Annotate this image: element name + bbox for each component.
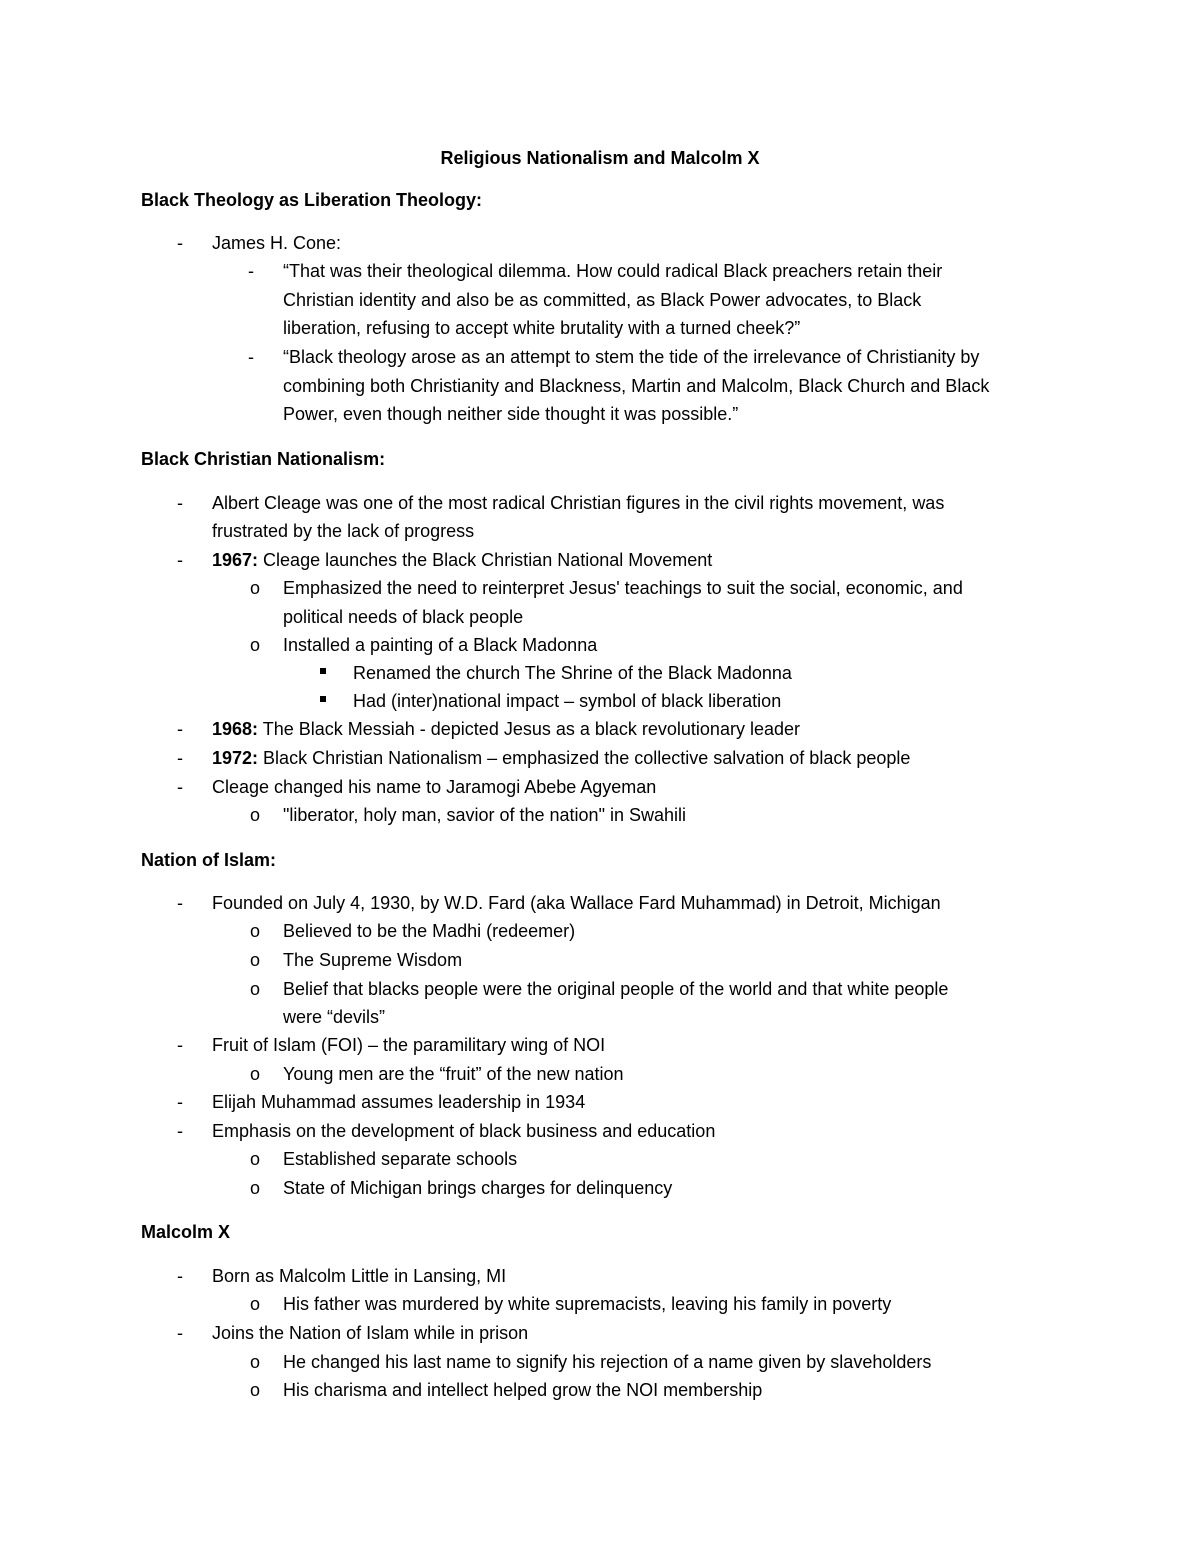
section-heading: Black Theology as Liberation Theology: xyxy=(141,190,483,210)
list-item: Installed a painting of a Black Madonna xyxy=(283,635,598,655)
year-label: 1967: xyxy=(212,550,259,570)
list-item xyxy=(212,744,910,772)
list-item: Belief that blacks people were the original people of the world and that white people xyxy=(283,979,949,999)
section-heading: Malcolm X xyxy=(141,1222,231,1242)
dash-bullet: - xyxy=(177,1323,183,1343)
dash-bullet: - xyxy=(177,493,183,513)
list-item: Joins the Nation of Islam while in prison xyxy=(212,1323,529,1343)
year-label: 1968: xyxy=(212,719,259,739)
dash-bullet: - xyxy=(177,719,183,739)
list-item: Emphasis on the development of black business and education xyxy=(212,1121,716,1141)
list-item: James H. Cone: xyxy=(212,233,342,253)
list-item: Fruit of Islam (FOI) – the paramilitary wing of NOI xyxy=(212,1035,606,1055)
list-item: Young men are the “fruit” of the new nation xyxy=(283,1064,624,1084)
quote-line: “That was their theological dilemma. How could radical Black preachers retain their xyxy=(283,261,943,281)
item-text: The Black Messiah - depicted Jesus as a black revolutionary leader xyxy=(258,719,800,739)
circle-bullet: o xyxy=(250,805,261,825)
circle-bullet: o xyxy=(250,1380,261,1400)
list-item: His charisma and intellect helped grow the NOI membership xyxy=(283,1380,763,1400)
square-bullet xyxy=(320,696,326,702)
list-item: "liberator, holy man, savior of the nation" in Swahili xyxy=(283,805,686,825)
list-item: His father was murdered by white supremacists, leaving his family in poverty xyxy=(283,1294,892,1314)
dash-bullet: - xyxy=(177,777,183,797)
quote-line: Power, even though neither side thought it was possible.” xyxy=(283,404,739,424)
dash-bullet: - xyxy=(177,893,183,913)
dash-bullet: - xyxy=(177,1266,183,1286)
section-heading: Black Christian Nationalism: xyxy=(141,449,386,469)
list-item xyxy=(212,715,800,743)
circle-bullet: o xyxy=(250,979,261,999)
list-item: Emphasized the need to reinterpret Jesus' teachings to suit the social, economic, and xyxy=(283,578,963,598)
circle-bullet: o xyxy=(250,1294,261,1314)
list-item: State of Michigan brings charges for delinquency xyxy=(283,1178,673,1198)
dash-bullet: - xyxy=(248,347,254,367)
section-heading: Nation of Islam: xyxy=(141,850,277,870)
item-text: Cleage launches the Black Christian National Movement xyxy=(258,550,713,570)
list-item: Established separate schools xyxy=(283,1149,518,1169)
list-item: The Supreme Wisdom xyxy=(283,950,463,970)
list-item: Believed to be the Madhi (redeemer) xyxy=(283,921,576,941)
circle-bullet: o xyxy=(250,635,261,655)
square-bullet xyxy=(320,668,326,674)
dash-bullet: - xyxy=(177,1035,183,1055)
list-item: Founded on July 4, 1930, by W.D. Fard (aka Wallace Fard Muhammad) in Detroit, Michigan xyxy=(212,893,941,913)
list-item: He changed his last name to signify his rejection of a name given by slaveholders xyxy=(283,1352,932,1372)
year-label: 1972: xyxy=(212,748,259,768)
circle-bullet: o xyxy=(250,1178,261,1198)
dash-bullet: - xyxy=(177,233,183,253)
list-item: were “devils” xyxy=(283,1007,386,1027)
dash-bullet: - xyxy=(248,261,254,281)
dash-bullet: - xyxy=(177,748,183,768)
list-item xyxy=(212,546,712,574)
quote-line: Christian identity and also be as committed, as Black Power advocates, to Black xyxy=(283,290,922,310)
list-item: Elijah Muhammad assumes leadership in 1934 xyxy=(212,1092,586,1112)
dash-bullet: - xyxy=(177,1092,183,1112)
quote-line: liberation, refusing to accept white brutality with a turned cheek?” xyxy=(283,318,801,338)
list-item: frustrated by the lack of progress xyxy=(212,521,475,541)
list-item: Renamed the church The Shrine of the Black Madonna xyxy=(353,663,792,683)
list-item: Cleage changed his name to Jaramogi Abebe Agyeman xyxy=(212,777,657,797)
quote-line: combining both Christianity and Blackness, Martin and Malcolm, Black Church and Black xyxy=(283,376,990,396)
circle-bullet: o xyxy=(250,1149,261,1169)
list-item: Albert Cleage was one of the most radical Christian figures in the civil rights movement, was xyxy=(212,493,945,513)
quote-line: “Black theology arose as an attempt to stem the tide of the irrelevance of Christianity by xyxy=(283,347,980,367)
circle-bullet: o xyxy=(250,921,261,941)
dash-bullet: - xyxy=(177,550,183,570)
circle-bullet: o xyxy=(250,950,261,970)
circle-bullet: o xyxy=(250,1352,261,1372)
dash-bullet: - xyxy=(177,1121,183,1141)
list-item: political needs of black people xyxy=(283,607,524,627)
list-item: Had (inter)national impact – symbol of black liberation xyxy=(353,691,782,711)
circle-bullet: o xyxy=(250,578,261,598)
list-item: Born as Malcolm Little in Lansing, MI xyxy=(212,1266,507,1286)
item-text: Black Christian Nationalism – emphasized the collective salvation of black people xyxy=(258,748,911,768)
document-title: Religious Nationalism and Malcolm X xyxy=(440,148,760,168)
circle-bullet: o xyxy=(250,1064,261,1084)
